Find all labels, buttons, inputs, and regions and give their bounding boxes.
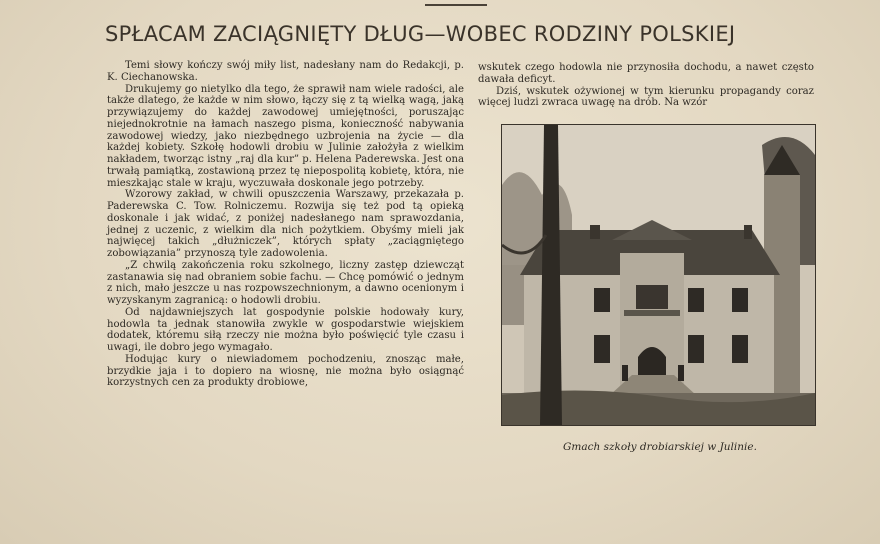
school-building-photo (501, 124, 816, 426)
paragraph: Temi słowy kończy swój miły list, nadesłany nam do Redakcji, p. K. Ciechanowska. (107, 60, 464, 83)
left-column (107, 60, 464, 389)
paragraph: „Z chwilą zakończenia roku szkolnego, liczny zastęp dziewcząt zastanawia się nad obraniem sobie fachu. — Chcę pomówić o jednym z nich, mało jeszcze u nas rozpowszechnionym, a dawno ocenionym i wyzyskanym zagranicą: o hodowli drobiu. (107, 259, 464, 306)
right-column (478, 62, 814, 109)
article-title: SPŁACAM ZACIĄGNIĘTY DŁUG—WOBEC RODZINY POLSKIEJ (105, 22, 736, 46)
paragraph: Hodując kury o niewiadomem pochodzeniu, znosząc małe, brzydkie jaja i to dopiero na wiosnę, nie można było osiągnąć korzystnych cen za produkty drobiowe, (107, 353, 464, 389)
paragraph: Wzorowy zakład, w chwili opuszczenia Warszawy, przekazała p. Paderewska C. Tow. Rolniczemu. Rozwija się też pod tą opieką doskonale i jak widać, z poniżej nadesłanego nam sprawozdania, jednej z uczenic, z wielkim dla nich pożytkiem. Obyśmy mieli jak najwięcej takich „dłużniczek”, których spłaty „zaciągniętego zobowiązania” przynoszą tyle zadowolenia. (107, 189, 464, 259)
header-rule (425, 4, 487, 6)
paragraph: Drukujemy go nietylko dla tego, że sprawił nam wiele radości, ale także dlatego, że każde w nim słowo, łączy się z tą wielką wagą, jaką przywiązujemy do każdej zawodowej umiejętności, poruszając niejednokrotnie na łamach naszego pisma, konieczność nabywania zawodowej wiedzy, jako niezbędnego uzbrojenia na życie — dla każdej kobiety. Szkołę hodowli drobiu w Julinie założyła z wielkim nakładem, tworząc istny „raj dla kur” p. Helena Paderewska. Jest ona trwałą pamiątką, zostawioną przez tę niepospolitą kobietę, która, nie mieszkając stale w kraju, wyczuwała doskonale jego potrzeby. (107, 83, 464, 189)
paragraph: Od najdawniejszych lat gospodynie polskie hodowały kury, hodowla ta jednak stanowiła zwykle w gospodarstwie wiejskiem dodatek, któremu siłą rzeczy nie można było poświęcić tyle czasu i uwagi, ile dobro jego wymagało. (107, 306, 464, 353)
photo-caption: Gmach szkoły drobiarskiej w Julinie. (563, 441, 757, 453)
paragraph: Dziś, wskutek ożywionej w tym kierunku propagandy coraz więcej ludzi zwraca uwagę na drób. Na wzór (478, 85, 814, 109)
paragraph: wskutek czego hodowla nie przynosiła dochodu, a nawet często dawała deficyt. (478, 62, 814, 85)
